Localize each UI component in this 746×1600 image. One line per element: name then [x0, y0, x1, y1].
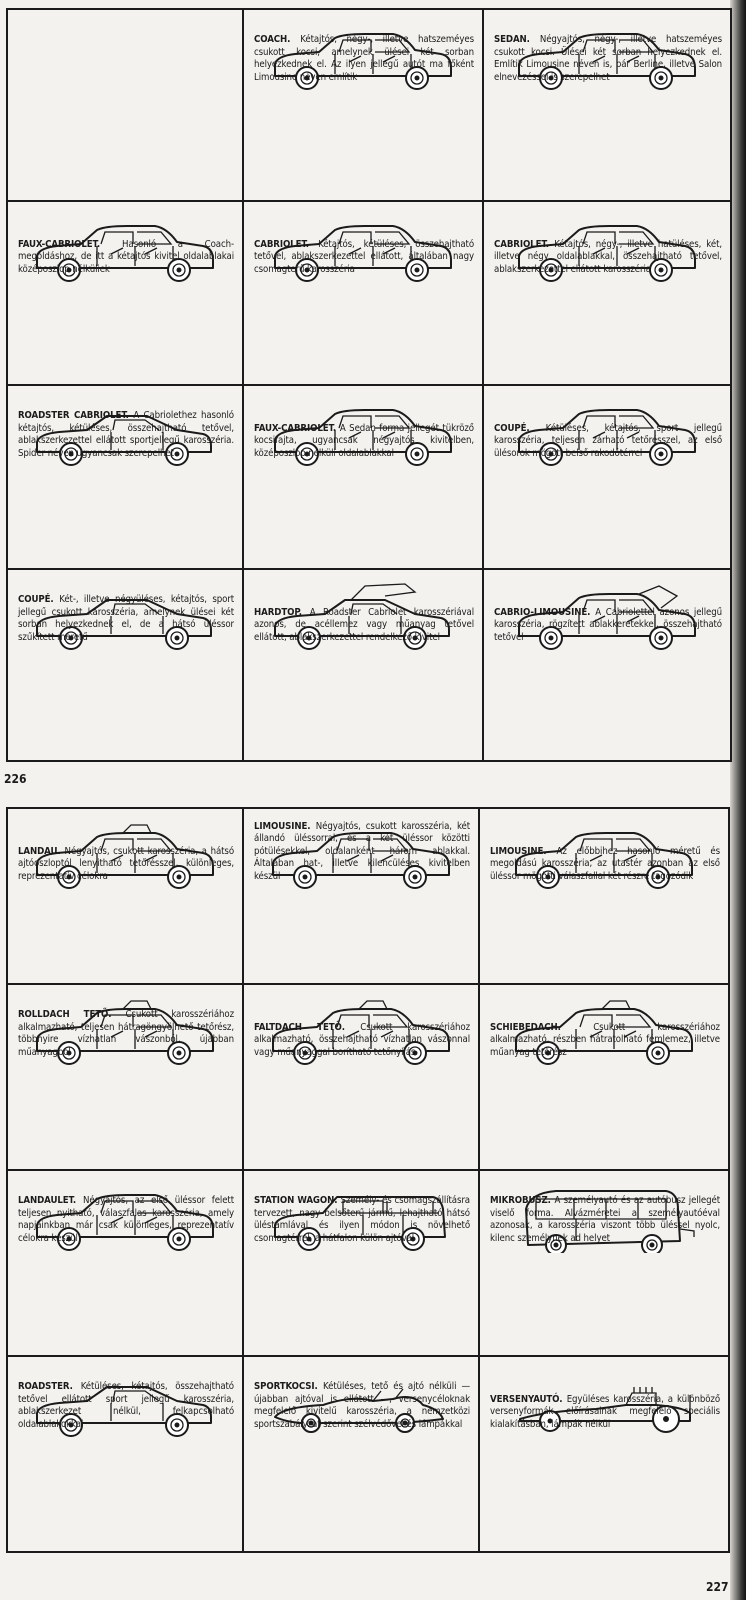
body-style-cell — [7, 1170, 243, 1356]
body-style-title: COUPÉ. — [494, 422, 546, 434]
body-style-text: Csukott karosszériához alkalmazható, részben hátratolható fémlemez, illetve műanyag tetőrész — [490, 1021, 720, 1058]
body-style-title: COACH. — [254, 34, 301, 46]
body-style-cell — [243, 984, 479, 1170]
body-style-text: A Cabriolethez hasonló kétajtós, kétüléses, összehajtható tetővel, ablakszerkezettel ellátott sportjellegű karosszéria. Spider néven ugyancsak szerepelhet — [18, 410, 234, 459]
body-style-title: LIMOUSINE. — [254, 820, 316, 832]
body-style-description — [490, 1022, 720, 1059]
body-style-cell — [483, 9, 731, 201]
body-style-text: A személyautó és az autóbusz jellegét viselő forma. Alvázméretei a személyautóéval azonosak, a karosszéria viszont több üléssel nyolc, kilenc személynek ad helyet — [490, 1195, 721, 1244]
body-style-cell — [7, 1356, 243, 1552]
body-style-description — [494, 34, 722, 84]
body-style-text: Négyajtós, az első üléssor felett teljesen nyitható, válaszfalas karosszéria, amely napjainkban már csak különleges, reprezentatív célokra készül — [18, 1195, 234, 1244]
body-style-cell — [7, 808, 243, 984]
body-style-text: A Sedan forma jellegét tükröző kocsifajta, ugyancsak négyajtós kivitelben, középoszlop nélküli oldalablakkal — [254, 422, 474, 459]
body-style-description — [18, 410, 234, 460]
body-style-description — [494, 423, 722, 460]
body-style-title: CABRIOLET. — [494, 238, 555, 250]
body-style-title: SCHIEBEDACH. — [490, 1021, 594, 1033]
body-style-title: FALTDACH TETŐ. — [254, 1021, 361, 1033]
body-style-text: Csukott karosszériához alkalmazható, teljesen hátragöngyölhető tetőrész, többnyire vízhatlan vászonból, újabban műanyagból — [18, 1009, 234, 1058]
body-style-title: SEDAN. — [494, 34, 540, 46]
body-style-description — [254, 34, 474, 84]
body-style-description — [18, 594, 234, 644]
body-style-description — [254, 821, 470, 883]
body-style-text: Kétüléses, tető és ajtó nélküli — újabban ajtóval is ellátott —, versenycéloknak megfelelő kivitelű karosszéria, a nemzetközi sportszabályzat szerint szélvédővel és lámpákkal — [254, 1381, 470, 1430]
body-style-cell — [479, 808, 729, 984]
body-style-title: CABRIOLET. — [254, 238, 319, 250]
body-style-cell — [243, 385, 483, 569]
body-style-text: Két-, illetve négyüléses, kétajtós, sport jellegű csukott karosszéria, amelynek ülései két sorban helyezkednek el, de a hátsó üléssor szűkített méretű — [18, 594, 234, 643]
body-style-title: LANDAU. — [18, 845, 65, 857]
body-style-title: ROLLDACH TETŐ. — [18, 1009, 126, 1021]
body-style-title: STATION WAGON. — [254, 1195, 341, 1207]
body-style-title: ROADSTER CABRIOLET. — [18, 410, 134, 422]
body-style-cell — [243, 9, 483, 201]
page-number-left: 226 — [4, 772, 27, 786]
body-style-text: Csukott karosszériához alkalmazható, összehajtható vízhatlan vászonnal vagy műanyaggal borítható tetőnyílás — [254, 1021, 470, 1058]
body-style-description — [254, 423, 474, 460]
body-style-text: Az előbbihez hasonló méretű és megoldású karosszéria, az utastér azonban az első üléssor mögötti válaszfallal két részre tagozódik — [490, 845, 720, 882]
body-style-cell — [243, 1356, 479, 1552]
body-style-description — [490, 1394, 720, 1431]
body-style-title: ROADSTER. — [18, 1381, 81, 1393]
body-style-text: Négyajtós, csukott karosszéria, a hátsó ajtóoszloptól lenyitható tetőrésszel, különleges, reprezentatív célokra — [18, 845, 234, 882]
body-style-cell — [7, 569, 243, 761]
body-style-text: A Roadster Cabriolet karosszériával azonos, de acéllemez vagy műanyag tetővel ellátott, ablakszerkezettel rendelkező kivitel — [254, 606, 475, 643]
body-style-description — [490, 846, 720, 883]
body-style-description — [18, 846, 234, 883]
body-style-text: Négyajtós, csukott karosszéria, két állandó üléssorral, és a két üléssor közötti pótülésekkel, oldalanként három ablakkal. Általában hat-, illetve kilencüléses kivitelben készül — [254, 820, 470, 882]
body-style-cell — [479, 1356, 729, 1552]
body-style-description — [494, 607, 722, 644]
body-style-cell — [7, 385, 243, 569]
body-style-text: Kétajtós, négy-, illetve hatüléses, két, illetve négy oldalablakkal, összehajtható tetővel, ablakszerkezettel ellátott karosszéria — [494, 238, 722, 275]
body-style-description — [18, 1195, 234, 1245]
body-style-title: CABRIO-LIMOUSINE. — [494, 606, 596, 618]
body-style-title: MIKROBUSZ. — [490, 1195, 555, 1207]
body-style-text: Személy- és csomagszállításra tervezett, nagy belsőterű jármű, lehajtható hátsó üléstámlával és ilyen módon is növelhető csomagtérrel, a hátfalon külön ajtóval — [254, 1195, 470, 1244]
body-style-cell — [483, 201, 731, 385]
body-styles-grid-page-227 — [6, 807, 730, 1553]
body-style-text: Kétüléses, kétajtós, sport jellegű karosszéria, teljesen zárható tetőrésszel, az első ülésorok mögött belső rakodótérrel — [494, 422, 722, 459]
body-style-text: Kétajtós, kétüléses, összehajtható tetővel, ablakszerkezettel ellátott, általában nagy csomagterű karosszéria — [254, 238, 475, 275]
body-style-title: VERSENYAUTÓ. — [490, 1393, 567, 1405]
body-style-cell — [7, 201, 243, 385]
body-style-description — [254, 1195, 470, 1245]
body-style-text: Kétajtós, négy-, illetve hatszeméyes csukott kocsi, amelynek ülései két sorban helyezkednek el. Az ilyen jellegű autót ma főként Limousine néven említik — [254, 34, 474, 83]
body-style-description — [494, 239, 722, 276]
heading-cell — [7, 9, 243, 201]
body-style-title: HARDTOP. — [254, 606, 310, 618]
body-style-text: Négyajtós, négy-, illetve hatszeméyes csukott kocsi. Ülései két sorban helyezkednek el. Említik Limousine néven is, bár Berline, illetve Salon elnevezéssel is szerepelhet — [494, 34, 722, 83]
body-style-description — [18, 239, 234, 276]
body-style-description — [254, 239, 474, 276]
body-style-cell — [243, 201, 483, 385]
book-spine-shadow — [730, 0, 746, 1600]
body-style-title: COUPÉ. — [18, 594, 60, 606]
body-style-cell — [483, 385, 731, 569]
body-style-text: A Cabriolettel azonos jellegű karosszéria, rögzített ablakkeretekkel, összehajtható tetővel — [494, 606, 722, 643]
body-style-description — [254, 1022, 470, 1059]
body-style-cell — [243, 569, 483, 761]
body-style-text: Kétüléses, kétajtós, összehajtható tetővel ellátott sport jellegű karosszéria, ablakszerkezet nélkül, felkapcsolható oldalablakokkal — [18, 1381, 234, 1430]
body-style-cell — [479, 1170, 729, 1356]
body-style-title: LANDAULET. — [18, 1195, 84, 1207]
body-style-description — [18, 1009, 234, 1059]
body-style-description — [254, 607, 474, 644]
body-style-title: SPORTKOCSI. — [254, 1381, 324, 1393]
body-styles-grid-page-226 — [6, 8, 732, 762]
body-style-cell — [243, 1170, 479, 1356]
body-style-text: Hasonló a Coach-megoldáshoz, de itt a kétajtós kivitel oldalablakai középoszlop nélküliek — [18, 238, 234, 275]
body-style-cell — [483, 569, 731, 761]
page-number-right: 227 — [706, 1580, 729, 1594]
body-style-cell — [243, 808, 479, 984]
body-style-description — [490, 1195, 720, 1245]
body-style-description — [18, 1381, 234, 1431]
body-style-cell — [479, 984, 729, 1170]
body-style-title: FAUX-CABRIOLET. — [254, 422, 340, 434]
body-style-title: FAUX-CABRIOLET. — [18, 238, 123, 250]
body-style-text: Együléses karosszéria, a különböző versenyformák előírásainak megfelelő speciális kialakításban, lámpák nélkül — [490, 1393, 721, 1430]
body-style-title: LIMOUSINE. — [490, 845, 557, 857]
body-style-cell — [7, 984, 243, 1170]
body-style-description — [254, 1381, 470, 1431]
